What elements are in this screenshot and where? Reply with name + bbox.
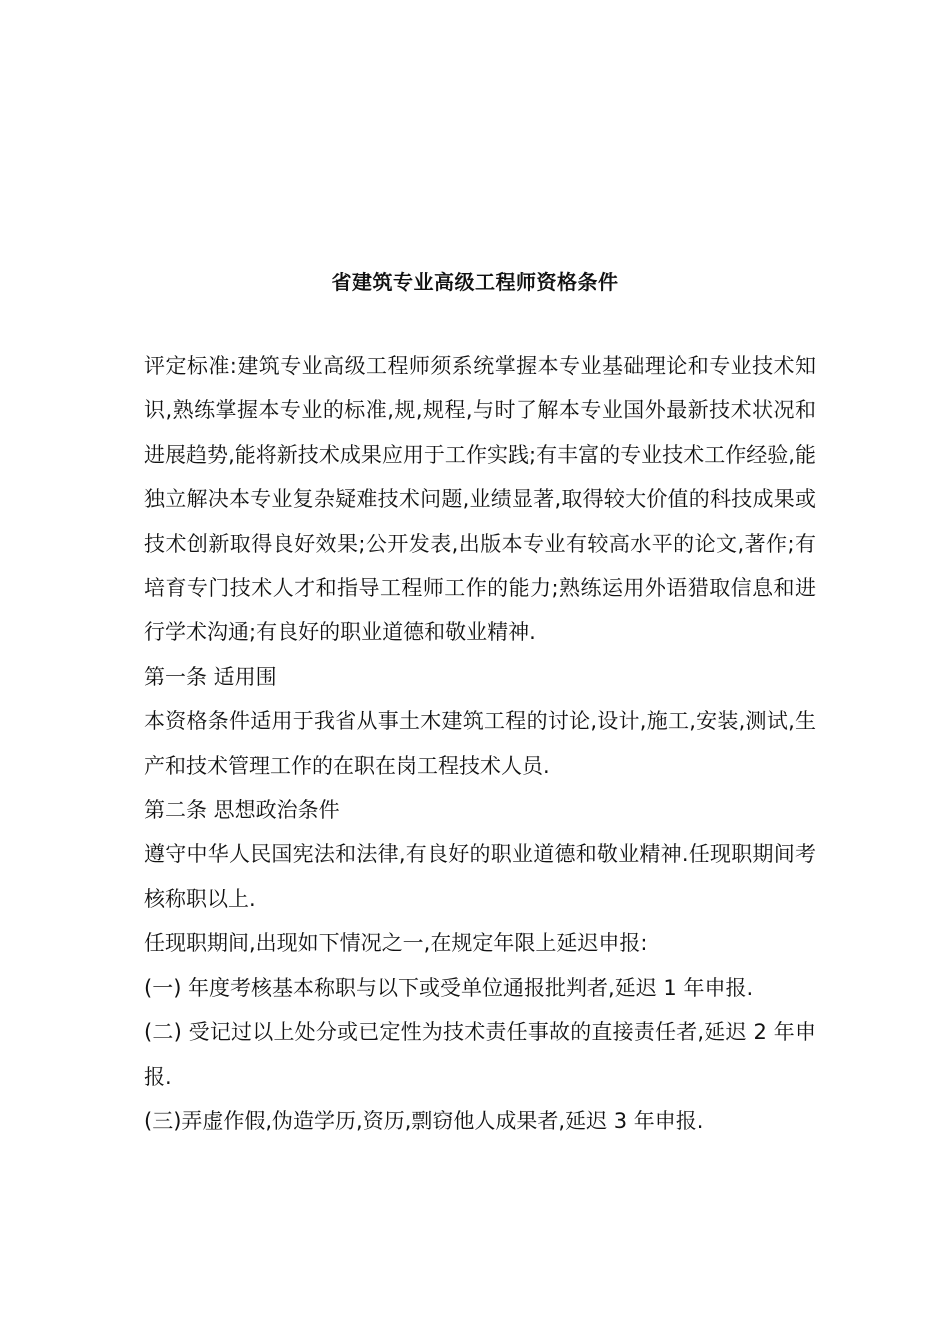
paragraph-scope: 本资格条件适用于我省从事土木建筑工程的讨论,设计,施工,安装,测试,生产和技术管理工作的在职在岗工程技术人员. — [144, 709, 816, 778]
article-1-heading: 第一条 适用围 — [144, 664, 277, 689]
paragraph-delay-intro: 任现职期间,出现如下情况之一,在规定年限上延迟申报: — [144, 931, 648, 956]
paragraph-political-conditions: 遵守中华人民国宪法和法律,有良好的职业道德和敬业精神.任现职期间考核称职以上. — [144, 842, 816, 911]
paragraph-evaluation-standard: 评定标准:建筑专业高级工程师须系统掌握本专业基础理论和专业技术知识,熟练掌握本专业的标准,规,规程,与时了解本专业国外最新技术状况和进展趋势,能将新技术成果应用于工作实践;有丰富的专业技术工作经验,能独立解决本专业复杂疑难技术问题,业绩显著,取得较大价值的科技成果或技术创新取得良好效果;公开发表,出版本专业有较高水平的论文,著作;有培育专门技术人才和指导工程师工作的能力;熟练运用外语猎取信息和进行学术沟通;有良好的职业道德和敬业精神. — [144, 354, 816, 645]
list-item-delay-2: (二) 受记过以上处分或已定性为技术责任事故的直接责任者,延迟 2 年申报. — [144, 1020, 816, 1089]
article-2-heading: 第二条 思想政治条件 — [144, 798, 340, 823]
document-title: 省建筑专业高级工程师资格条件 — [331, 270, 619, 294]
document-body — [144, 344, 816, 1143]
list-item-delay-1: (一) 年度考核基本称职与以下或受单位通报批判者,延迟 1 年申报. — [144, 975, 754, 1000]
list-item-delay-3: (三)弄虚作假,伪造学历,资历,剽窃他人成果者,延迟 3 年申报. — [144, 1108, 704, 1133]
